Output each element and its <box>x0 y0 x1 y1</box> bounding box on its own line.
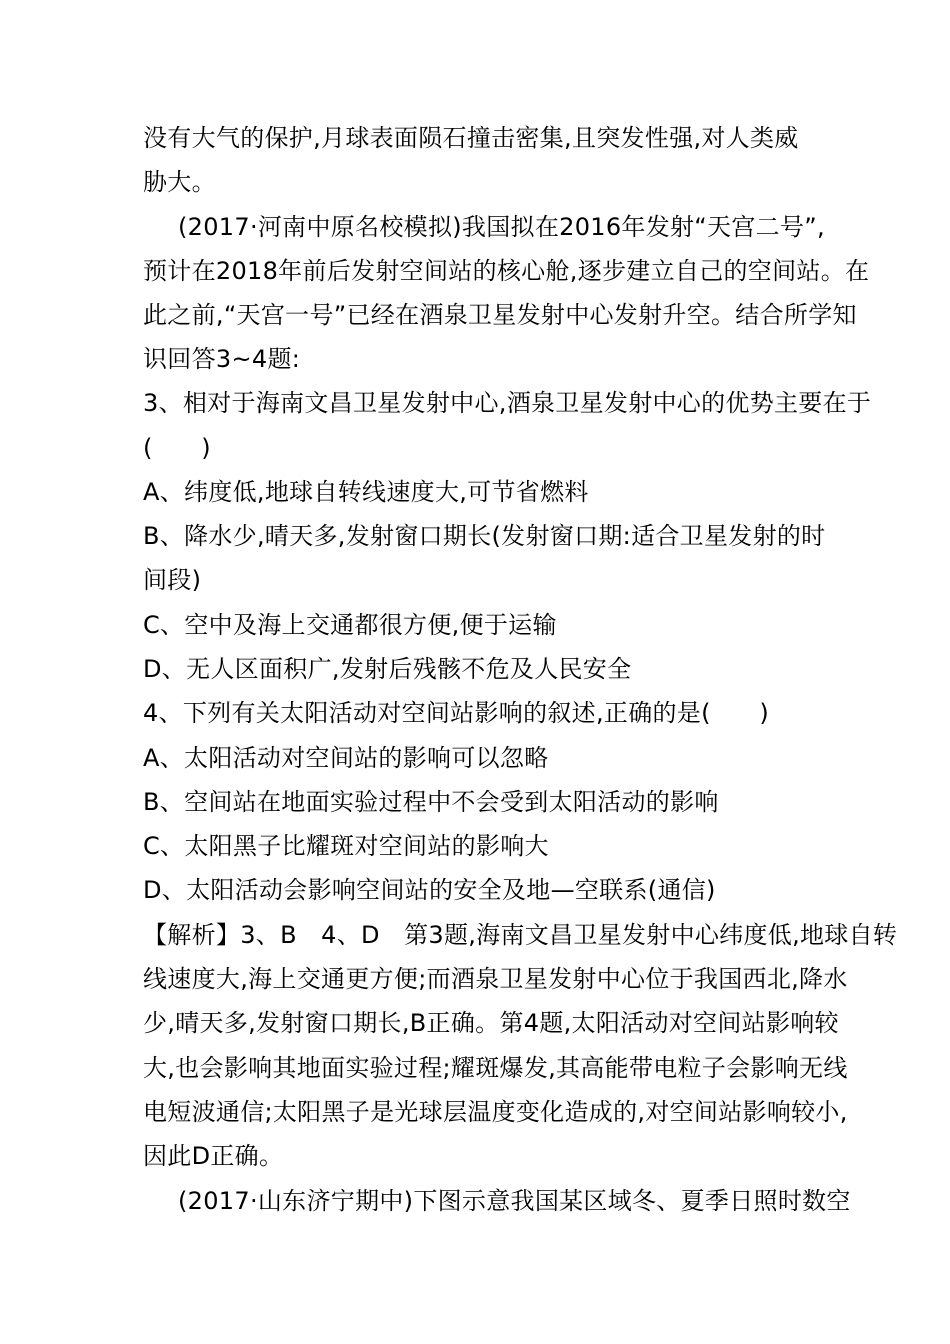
question-3-blank: ( ) <box>143 434 211 462</box>
question-3-option-d: D、无人区面积广,发射后残骸不危及人民安全 <box>143 655 632 683</box>
analysis-line: 少,晴天多,发射窗口期长,B正确。第4题,太阳活动对空间站影响较 <box>143 1009 839 1037</box>
analysis-line: 线速度大,海上交通更方便;而酒泉卫星发射中心位于我国西北,降水 <box>143 965 848 993</box>
passage-line: 预计在2018年前后发射空间站的核心舱,逐步建立自己的空间站。在 <box>143 257 870 285</box>
next-passage-intro: (2017·山东济宁期中)下图示意我国某区域冬、夏季日照时数空 <box>178 1187 851 1215</box>
question-4-option-c: C、太阳黑子比耀斑对空间站的影响大 <box>143 832 549 860</box>
question-4-option-d: D、太阳活动会影响空间站的安全及地—空联系(通信) <box>143 876 716 904</box>
question-3-option-c: C、空中及海上交通都很方便,便于运输 <box>143 611 557 639</box>
analysis-line: 因此D正确。 <box>143 1142 284 1170</box>
question-3-option-b-cont: 间段) <box>143 566 202 594</box>
question-4-stem: 4、下列有关太阳活动对空间站影响的叙述,正确的是( ) <box>143 699 770 727</box>
passage-line: 此之前,“天宫一号”已经在酒泉卫星发射中心发射升空。结合所学知 <box>143 301 857 329</box>
question-3-stem: 3、相对于海南文昌卫星发射中心,酒泉卫星发射中心的优势主要在于 <box>143 389 872 417</box>
question-4-option-a: A、太阳活动对空间站的影响可以忽略 <box>143 744 549 772</box>
question-3-option-b: B、降水少,晴天多,发射窗口期长(发射窗口期:适合卫星发射的时 <box>143 522 826 550</box>
paragraph-line: 胁大。 <box>143 168 216 196</box>
analysis-line: 【解析】3、B 4、D 第3题,海南文昌卫星发射中心纬度低,地球自转 <box>143 921 898 949</box>
question-3-option-a: A、纬度低,地球自转线速度大,可节省燃料 <box>143 478 589 506</box>
analysis-line: 电短波通信;太阳黑子是光球层温度变化造成的,对空间站影响较小, <box>143 1098 848 1126</box>
analysis-line: 大,也会影响其地面实验过程;耀斑爆发,其高能带电粒子会影响无线 <box>143 1054 848 1082</box>
passage-intro-line: (2017·河南中原名校模拟)我国拟在2016年发射“天宫二号”, <box>178 213 825 241</box>
paragraph-line: 没有大气的保护,月球表面陨石撞击密集,且突发性强,对人类威 <box>143 124 799 152</box>
passage-line: 识回答3~4题: <box>143 345 301 373</box>
question-4-option-b: B、空间站在地面实验过程中不会受到太阳活动的影响 <box>143 788 719 816</box>
